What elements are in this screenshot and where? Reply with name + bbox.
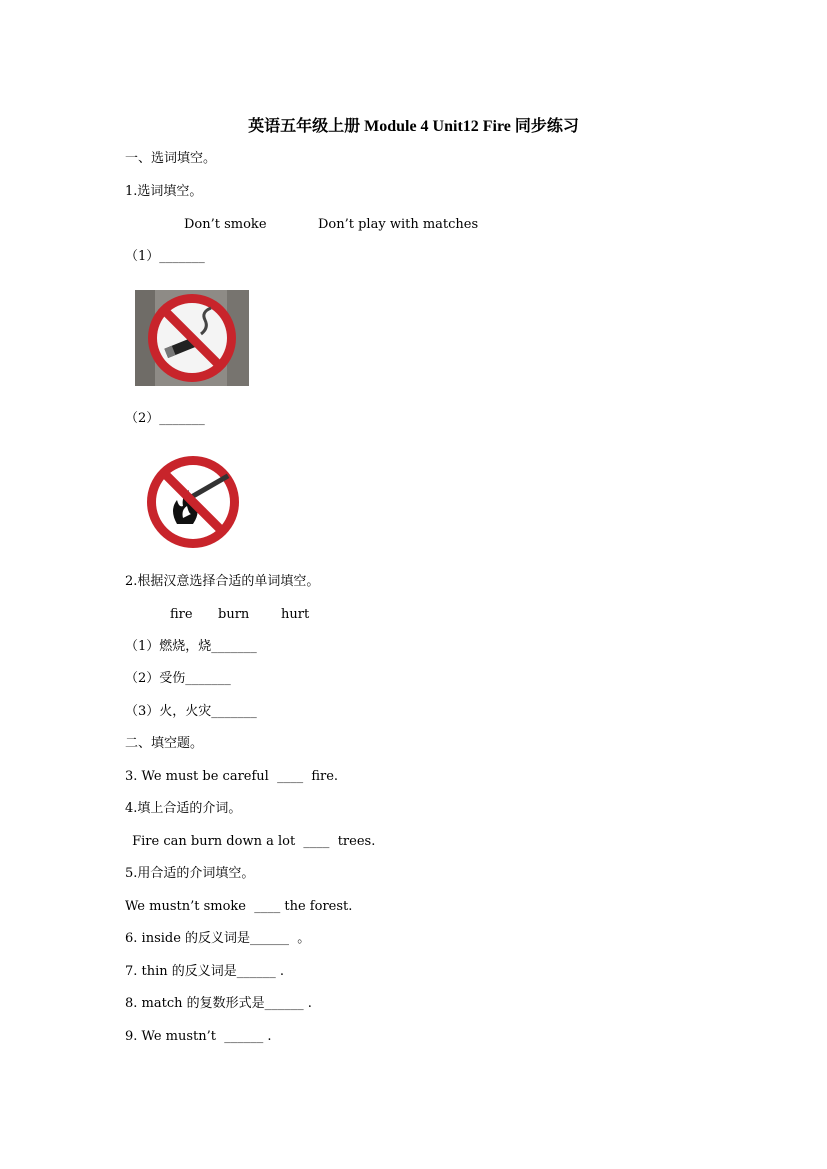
question-1-item-2: （2）_______: [125, 411, 205, 426]
question-1-label: 1.选词填空。: [125, 184, 203, 199]
question-1-item-1: （1）_______: [125, 249, 205, 264]
word-option-hurt: hurt: [281, 607, 310, 622]
question-3: 3. We must be careful ____ fire.: [125, 769, 339, 784]
no-matches-sign-icon: [137, 454, 251, 550]
no-smoking-sign-icon: [135, 290, 249, 386]
question-8: 8. match 的复数形式是______ .: [125, 996, 312, 1011]
question-2-item-2: （2）受伤_______: [125, 671, 231, 686]
question-4-sentence: Fire can burn down a lot ____ trees.: [128, 834, 376, 849]
question-9: 9. We mustn’t ______ .: [125, 1029, 272, 1044]
question-2-label: 2.根据汉意选择合适的单词填空。: [125, 574, 320, 589]
question-2-item-3: （3）火，火灾_______: [125, 704, 257, 719]
word-option-fire: fire: [170, 607, 193, 622]
question-5-label: 5.用合适的介词填空。: [125, 866, 255, 881]
section-heading-1: 一、选词填空。: [125, 151, 217, 166]
question-4-label: 4.填上合适的介词。: [125, 801, 242, 816]
question-5-sentence: We mustn’t smoke ____ the forest.: [125, 899, 353, 914]
word-option-burn: burn: [218, 607, 250, 622]
question-7: 7. thin 的反义词是______ .: [125, 964, 285, 979]
question-6: 6. inside 的反义词是______ 。: [125, 931, 311, 946]
word-option-dont-smoke: Don’t smoke: [184, 217, 267, 232]
section-heading-2: 二、填空题。: [125, 736, 204, 751]
page-title: 英语五年级上册 Module 4 Unit12 Fire 同步练习: [248, 118, 579, 135]
word-option-dont-play-with-matches: Don’t play with matches: [318, 217, 479, 232]
question-2-item-1: （1）燃烧，烧_______: [125, 639, 257, 654]
